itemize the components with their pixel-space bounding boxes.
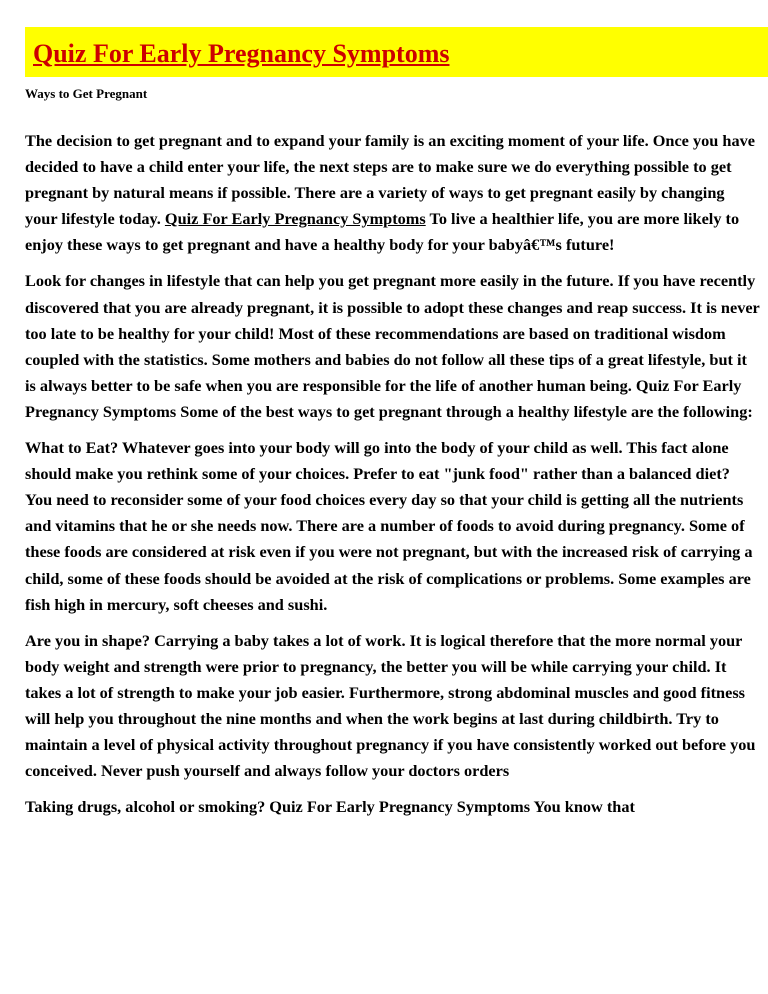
paragraph-what-to-eat: What to Eat? Whatever goes into your body will go into the body of your child as well. This fact alone should make you rethink some of your choices. Prefer to eat "junk food" rather than a balanced diet? You need to reconsider some of your food choices every day so that your child is getting all the nutrients and vitamins that he or she needs now. There are a number of foods to avoid during pregnancy. Some of these foods are considered at risk even if you were not pregnant, but with the increased risk of carrying a child, some of these foods should be avoided at the risk of complications or problems. Some examples are fish high in mercury, soft cheeses and sushi. [25, 438, 753, 614]
page-title-link[interactable]: Quiz For Early Pregnancy Symptoms [33, 39, 450, 68]
paragraph-intro [25, 128, 760, 258]
paragraph-intro-text-before-link: The decision to get pregnant and to expand your family is an exciting moment of your life. Once you have decided to have a child enter your life, the next steps are to make sure we do everything possible to get pregnant by natural means if possible. There are a variety of ways to get pregnant easily by changing your lifestyle today. [25, 131, 755, 229]
article-body [25, 128, 760, 830]
paragraph-intro-text-after-link: To live a healthier life, you are more likely to enjoy these ways to get pregnant and have a healthy body for your babyâ€™s future! [25, 209, 740, 255]
page-subtitle: Ways to Get Pregnant [25, 86, 148, 101]
inline-article-link[interactable]: Quiz For Early Pregnancy Symptoms [164, 209, 426, 229]
title-banner [25, 27, 768, 77]
paragraph-lifestyle: Look for changes in lifestyle that can help you get pregnant more easily in the future. If you have recently discovered that you are already pregnant, it is possible to adopt these changes and reap success. It is never too late to be healthy for your child! Most of these recommendations are based on traditional wisdom coupled with the statistics. Some mothers and babies do not follow all these tips of a great lifestyle, but it is always better to be safe when you are responsible for the life of another human being. Quiz For Early Pregnancy Symptoms Some of the best ways to get pregnant through a healthy lifestyle are the following: [25, 271, 760, 421]
paragraph-in-shape: Are you in shape? Carrying a baby takes a lot of work. It is logical therefore that the more normal your body weight and strength were prior to pregnancy, the better you will be while carrying your child. It takes a lot of strength to make your job easier. Furthermore, strong abdominal muscles and good fitness will help you throughout the nine months and when the work begins at last during childbirth. Try to maintain a level of physical activity throughout pregnancy if you have consistently worked out before you conceived. Never push yourself and always follow your doctors orders [25, 630, 756, 781]
paragraph-drugs-alcohol: Taking drugs, alcohol or smoking? Quiz For Early Pregnancy Symptoms You know that [25, 797, 635, 817]
